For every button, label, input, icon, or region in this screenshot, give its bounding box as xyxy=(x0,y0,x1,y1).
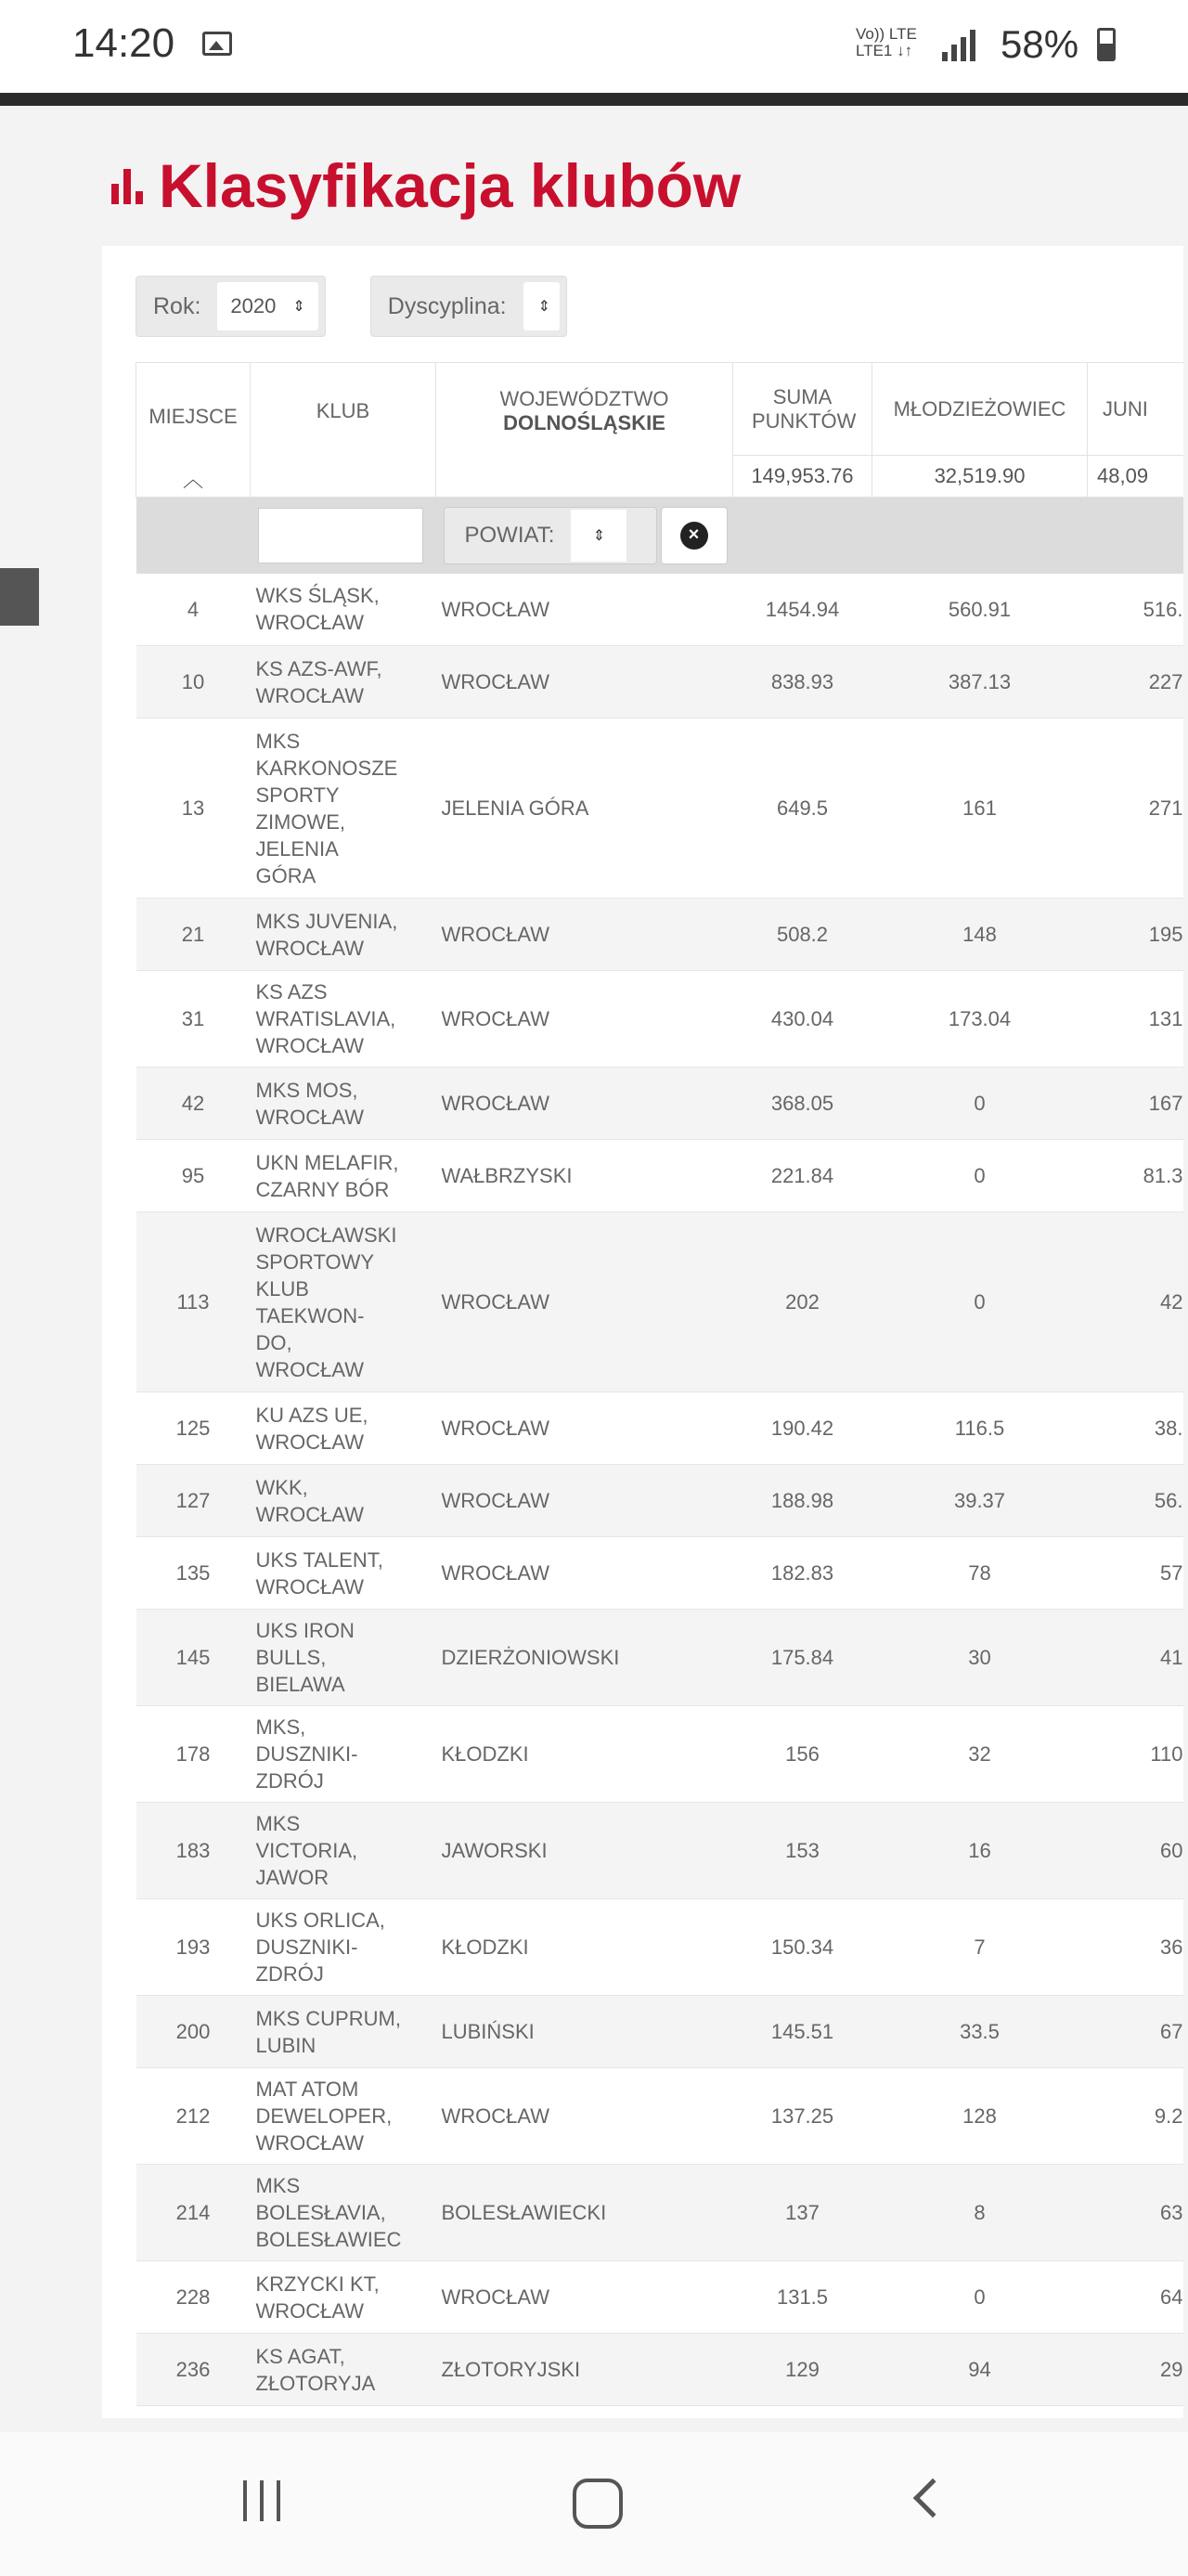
cell-powiat: ZŁOTORYJSKI xyxy=(436,2334,733,2406)
cell-klub xyxy=(251,574,436,646)
col-header-miejsce[interactable] xyxy=(136,363,251,498)
year-filter-label: Rok: xyxy=(153,292,201,319)
cell-junior: 516. xyxy=(1088,574,1184,646)
cell-klub xyxy=(251,646,436,718)
cell-mlodziezowiec: 39.37 xyxy=(872,1465,1088,1537)
cell-powiat: JAWORSKI xyxy=(436,1803,733,1899)
cell-miejsce: 127 xyxy=(136,1465,251,1537)
signal-icon xyxy=(942,28,979,61)
club-name-line: JAWOR xyxy=(255,1866,329,1889)
clock: 14:20 xyxy=(72,20,175,66)
club-name-line: DUSZNIKI- xyxy=(255,1742,358,1766)
cell-suma: 182.83 xyxy=(733,1537,872,1610)
table-row[interactable] xyxy=(136,1212,1184,1392)
col-header-wojewodztwo-label: WOJEWÓDZTWO xyxy=(499,387,669,410)
year-select[interactable] xyxy=(217,282,317,330)
cell-suma: 137 xyxy=(733,2165,872,2261)
club-name-line: WROCŁAW xyxy=(255,1034,365,1057)
col-header-wojewodztwo-value: DOLNOŚLĄSKIE xyxy=(503,411,665,434)
cell-mlodziezowiec: 33.5 xyxy=(872,1996,1088,2068)
cell-miejsce: 135 xyxy=(136,1537,251,1610)
club-name-line: WROCŁAW xyxy=(255,683,365,707)
club-name-line: UKS ORLICA, xyxy=(255,1909,385,1932)
cell-miejsce: 13 xyxy=(136,718,251,899)
close-circle-icon: × xyxy=(680,522,708,550)
cell-suma: 145.51 xyxy=(733,1996,872,2068)
table-row[interactable] xyxy=(136,1465,1184,1537)
page-title: Klasyfikacja klubów xyxy=(159,151,742,220)
club-name-line: MKS xyxy=(255,1812,301,1835)
club-name-line: LUBIN xyxy=(255,2033,316,2057)
table-row[interactable] xyxy=(136,1803,1184,1899)
cell-klub xyxy=(251,2068,436,2165)
cell-miejsce: 193 xyxy=(136,1899,251,1996)
cell-klub xyxy=(251,1140,436,1212)
cell-suma: 129 xyxy=(733,2334,872,2406)
col-header-mlodziezowiec[interactable]: MŁODZIEŻOWIEC xyxy=(872,363,1088,456)
club-name-line: WROCŁAW xyxy=(255,1502,365,1526)
club-name-line: MKS JUVENIA, xyxy=(255,909,398,933)
cell-powiat: KŁODZKI xyxy=(436,1899,733,1996)
club-name-line: KS AGAT, xyxy=(255,2344,345,2368)
cell-miejsce: 113 xyxy=(136,1212,251,1392)
club-name-line: CZARNY BÓR xyxy=(255,1177,390,1201)
club-name-line: KS AZS-AWF, xyxy=(255,656,382,680)
club-name-line: MKS, xyxy=(255,1715,306,1739)
cell-miejsce: 200 xyxy=(136,1996,251,2068)
club-name-line: JELENIA xyxy=(255,836,339,861)
club-name-line: TAEKWON- xyxy=(255,1303,365,1327)
discipline-filter xyxy=(370,276,567,337)
club-name-line: DEWELOPER, xyxy=(255,2104,393,2128)
discipline-select[interactable] xyxy=(523,282,560,330)
club-name-line: WROCŁAW xyxy=(255,1357,365,1381)
bar-chart-icon xyxy=(111,167,148,204)
cell-suma: 838.93 xyxy=(733,646,872,718)
android-nav-bar xyxy=(0,2432,1188,2576)
club-name-line: BULLS, xyxy=(255,1646,327,1669)
club-name-line: UKN MELAFIR, xyxy=(255,1150,399,1174)
club-name-line: KRZYCKI KT, xyxy=(255,2272,380,2296)
club-name-line: KS AZS xyxy=(255,980,328,1003)
cell-miejsce: 214 xyxy=(136,2165,251,2261)
table-row[interactable] xyxy=(136,1392,1184,1465)
cell-powiat: WROCŁAW xyxy=(436,1212,733,1392)
cell-powiat: DZIERŻONIOWSKI xyxy=(436,1610,733,1706)
cell-junior: 42 xyxy=(1088,1212,1184,1392)
ranking-rows xyxy=(136,574,1184,2406)
cell-miejsce: 183 xyxy=(136,1803,251,1899)
table-filter-row xyxy=(136,498,1184,574)
club-name-line: WROCŁAW xyxy=(255,1574,365,1599)
col-header-klub[interactable]: KLUB xyxy=(251,363,436,498)
cell-junior: 227 xyxy=(1088,646,1184,718)
table-row[interactable] xyxy=(136,1899,1184,1996)
cell-powiat: WAŁBRZYSKI xyxy=(436,1140,733,1212)
club-name-line: MKS CUPRUM, xyxy=(255,2006,401,2030)
cell-powiat: WROCŁAW xyxy=(436,574,733,646)
cell-miejsce: 4 xyxy=(136,574,251,646)
battery-percentage: 58% xyxy=(1001,22,1079,66)
club-name-line: GÓRA xyxy=(255,863,316,887)
cell-klub xyxy=(251,2165,436,2261)
cell-mlodziezowiec: 32 xyxy=(872,1706,1088,1803)
club-name-line: BOLESŁAVIA, xyxy=(255,2201,386,2224)
cell-powiat: WROCŁAW xyxy=(436,1465,733,1537)
cell-junior: 36 xyxy=(1088,1899,1184,1996)
total-mlodziezowiec: 32,519.90 xyxy=(872,456,1088,498)
image-notification-icon xyxy=(202,32,232,56)
cell-junior: 29 xyxy=(1088,2334,1184,2406)
cell-suma: 175.84 xyxy=(733,1610,872,1706)
cell-suma: 430.04 xyxy=(733,971,872,1068)
club-name-line: WRATISLAVIA, xyxy=(255,1007,396,1030)
cell-suma: 190.42 xyxy=(733,1392,872,1465)
cell-mlodziezowiec: 7 xyxy=(872,1899,1088,1996)
cell-mlodziezowiec: 560.91 xyxy=(872,574,1088,646)
cell-junior: 60 xyxy=(1088,1803,1184,1899)
club-name-line: BIELAWA xyxy=(255,1673,345,1696)
year-select-value: 2020 xyxy=(230,294,277,317)
clear-filter-button[interactable] xyxy=(661,507,728,564)
back-button[interactable] xyxy=(913,2479,952,2518)
club-name-line: VICTORIA, xyxy=(255,1839,358,1862)
cell-klub xyxy=(251,718,436,899)
select-arrows-icon: ⇕ xyxy=(571,510,626,562)
cell-suma: 649.5 xyxy=(733,718,872,899)
cell-mlodziezowiec: 78 xyxy=(872,1537,1088,1610)
sort-ascending-icon[interactable]: ︿ xyxy=(182,467,203,491)
cell-mlodziezowiec: 8 xyxy=(872,2165,1088,2261)
table-row[interactable] xyxy=(136,2068,1184,2165)
table-row[interactable] xyxy=(136,1610,1184,1706)
table-row[interactable] xyxy=(136,718,1184,899)
recent-apps-button[interactable] xyxy=(243,2480,293,2521)
club-name-line: SPORTOWY xyxy=(255,1249,375,1274)
cell-suma: 131.5 xyxy=(733,2261,872,2334)
table-row[interactable] xyxy=(136,1996,1184,2068)
cell-mlodziezowiec: 148 xyxy=(872,899,1088,971)
club-name-line: ZDRÓJ xyxy=(255,1769,324,1793)
table-row[interactable] xyxy=(136,646,1184,718)
club-name-line: UKS TALENT, xyxy=(255,1547,383,1572)
cell-suma: 368.05 xyxy=(733,1068,872,1140)
table-row[interactable] xyxy=(136,899,1184,971)
cell-junior: 110 xyxy=(1088,1706,1184,1803)
cell-junior: 131 xyxy=(1088,971,1184,1068)
club-name-line: BOLESŁAWIEC xyxy=(255,2228,402,2251)
powiat-select[interactable] xyxy=(444,507,657,564)
cell-suma: 137.25 xyxy=(733,2068,872,2165)
battery-icon xyxy=(1097,28,1116,61)
cell-powiat: LUBIŃSKI xyxy=(436,1996,733,2068)
page-heading xyxy=(111,139,741,232)
cell-junior: 271 xyxy=(1088,718,1184,899)
club-name-line: WKK, xyxy=(255,1475,308,1499)
cell-junior: 57 xyxy=(1088,1537,1184,1610)
club-name-line: WROCŁAW xyxy=(255,1430,365,1454)
powiat-select-label: POWIAT: xyxy=(464,522,555,548)
cell-suma: 508.2 xyxy=(733,899,872,971)
cell-mlodziezowiec: 30 xyxy=(872,1610,1088,1706)
cell-miejsce: 145 xyxy=(136,1610,251,1706)
cell-klub xyxy=(251,1803,436,1899)
club-name-line: ZDRÓJ xyxy=(255,1962,324,1986)
table-row[interactable] xyxy=(136,2334,1184,2406)
network-indicator xyxy=(856,26,917,59)
col-header-junior[interactable]: JUNI xyxy=(1088,363,1184,456)
cell-miejsce: 42 xyxy=(136,1068,251,1140)
cell-miejsce: 228 xyxy=(136,2261,251,2334)
table-row[interactable] xyxy=(136,1068,1184,1140)
club-name-line: WROCŁAW xyxy=(255,611,365,635)
club-name-line: KARKONOSZE xyxy=(255,756,398,780)
cell-klub xyxy=(251,1392,436,1465)
ranking-card xyxy=(102,246,1183,2418)
cell-mlodziezowiec: 387.13 xyxy=(872,646,1088,718)
cell-junior: 81.3 xyxy=(1088,1140,1184,1212)
club-name-line: UKS IRON xyxy=(255,1619,355,1642)
club-name-line: MKS xyxy=(255,729,301,753)
col-header-suma[interactable]: SUMA PUNKTÓW xyxy=(733,363,872,456)
cell-junior: 167 xyxy=(1088,1068,1184,1140)
cell-powiat: WROCŁAW xyxy=(436,1068,733,1140)
cell-klub xyxy=(251,899,436,971)
cell-junior: 195 xyxy=(1088,899,1184,971)
year-filter xyxy=(136,276,326,337)
cell-junior: 9.2 xyxy=(1088,2068,1184,2165)
cell-powiat: KŁODZKI xyxy=(436,1706,733,1803)
cell-klub xyxy=(251,1996,436,2068)
club-name-line: MAT ATOM xyxy=(255,2078,359,2101)
cell-klub xyxy=(251,1212,436,1392)
cell-klub xyxy=(251,1610,436,1706)
cell-powiat: WROCŁAW xyxy=(436,646,733,718)
cell-mlodziezowiec: 0 xyxy=(872,1140,1088,1212)
cell-junior: 67 xyxy=(1088,1996,1184,2068)
club-name-line: DO, xyxy=(255,1330,292,1354)
cell-suma: 156 xyxy=(733,1706,872,1803)
club-name-line: ZIMOWE, xyxy=(255,809,346,834)
cell-klub xyxy=(251,1706,436,1803)
cell-miejsce: 212 xyxy=(136,2068,251,2165)
cell-miejsce: 10 xyxy=(136,646,251,718)
cell-mlodziezowiec: 116.5 xyxy=(872,1392,1088,1465)
club-name-line: WROCŁAW xyxy=(255,2298,365,2323)
status-bar xyxy=(0,0,1188,93)
cell-powiat: WROCŁAW xyxy=(436,1392,733,1465)
cell-miejsce: 178 xyxy=(136,1706,251,1803)
side-drawer-handle[interactable] xyxy=(0,568,39,626)
cell-suma: 1454.94 xyxy=(733,574,872,646)
table-row[interactable] xyxy=(136,2261,1184,2334)
select-arrows-icon: ⇕ xyxy=(292,299,305,315)
cell-powiat: WROCŁAW xyxy=(436,1537,733,1610)
cell-miejsce: 21 xyxy=(136,899,251,971)
club-filter-input[interactable] xyxy=(258,508,423,563)
total-suma: 149,953.76 xyxy=(733,456,872,498)
cell-mlodziezowiec: 173.04 xyxy=(872,971,1088,1068)
cell-mlodziezowiec: 0 xyxy=(872,2261,1088,2334)
table-row[interactable] xyxy=(136,971,1184,1068)
club-name-line: WROCŁAW xyxy=(255,2131,365,2155)
table-row[interactable] xyxy=(136,574,1184,646)
cell-mlodziezowiec: 161 xyxy=(872,718,1088,899)
cell-klub xyxy=(251,1465,436,1537)
cell-suma: 202 xyxy=(733,1212,872,1392)
table-row[interactable] xyxy=(136,1706,1184,1803)
col-header-wojewodztwo[interactable] xyxy=(436,363,733,498)
cell-klub xyxy=(251,971,436,1068)
club-name-line: ZŁOTORYJA xyxy=(255,2371,376,2395)
club-name-line: WROCŁAW xyxy=(255,1105,365,1129)
filters-bar xyxy=(136,276,612,337)
cell-miejsce: 236 xyxy=(136,2334,251,2406)
cell-suma: 150.34 xyxy=(733,1899,872,1996)
total-junior: 48,09 xyxy=(1088,456,1184,498)
cell-suma: 221.84 xyxy=(733,1140,872,1212)
table-row[interactable] xyxy=(136,2165,1184,2261)
cell-mlodziezowiec: 16 xyxy=(872,1803,1088,1899)
cell-junior: 41 xyxy=(1088,1610,1184,1706)
cell-powiat: WROCŁAW xyxy=(436,899,733,971)
cell-mlodziezowiec: 94 xyxy=(872,2334,1088,2406)
discipline-filter-label: Dyscyplina: xyxy=(387,292,507,319)
cell-klub xyxy=(251,1068,436,1140)
club-name-line: KLUB xyxy=(255,1276,309,1301)
home-button[interactable] xyxy=(573,2479,623,2529)
ranking-table xyxy=(136,362,1183,2406)
club-name-line: MKS MOS, xyxy=(255,1078,358,1102)
site-top-bar xyxy=(0,93,1188,106)
club-name-line: WROCŁAWSKI xyxy=(255,1223,397,1247)
cell-suma: 153 xyxy=(733,1803,872,1899)
cell-miejsce: 125 xyxy=(136,1392,251,1465)
cell-mlodziezowiec: 0 xyxy=(872,1212,1088,1392)
club-name-line: SPORTY xyxy=(255,783,340,807)
cell-powiat: WROCŁAW xyxy=(436,2261,733,2334)
club-name-line: WROCŁAW xyxy=(255,936,365,960)
cell-powiat: WROCŁAW xyxy=(436,971,733,1068)
cell-klub xyxy=(251,1899,436,1996)
cell-powiat: JELENIA GÓRA xyxy=(436,718,733,899)
club-name-line: MKS xyxy=(255,2174,301,2197)
cell-powiat: WROCŁAW xyxy=(436,2068,733,2165)
cell-powiat: BOLESŁAWIECKI xyxy=(436,2165,733,2261)
cell-junior: 38. xyxy=(1088,1392,1184,1465)
club-name-line: DUSZNIKI- xyxy=(255,1935,358,1959)
table-row[interactable] xyxy=(136,1537,1184,1610)
cell-mlodziezowiec: 0 xyxy=(872,1068,1088,1140)
cell-klub xyxy=(251,1537,436,1610)
cell-junior: 64 xyxy=(1088,2261,1184,2334)
cell-suma: 188.98 xyxy=(733,1465,872,1537)
cell-miejsce: 31 xyxy=(136,971,251,1068)
cell-klub xyxy=(251,2261,436,2334)
club-name-line: WKS ŚLĄSK, xyxy=(255,584,380,608)
cell-junior: 63 xyxy=(1088,2165,1184,2261)
col-header-miejsce-label: MIEJSCE xyxy=(148,404,238,428)
network-line-2: LTE1 ↓↑ xyxy=(856,42,913,59)
table-row[interactable] xyxy=(136,1140,1184,1212)
cell-junior: 56. xyxy=(1088,1465,1184,1537)
cell-mlodziezowiec: 128 xyxy=(872,2068,1088,2165)
club-name-line: KU AZS UE, xyxy=(255,1403,368,1427)
network-line-1: Vo)) LTE xyxy=(856,25,917,43)
select-arrows-icon: ⇕ xyxy=(537,299,550,315)
cell-klub xyxy=(251,2334,436,2406)
cell-miejsce: 95 xyxy=(136,1140,251,1212)
